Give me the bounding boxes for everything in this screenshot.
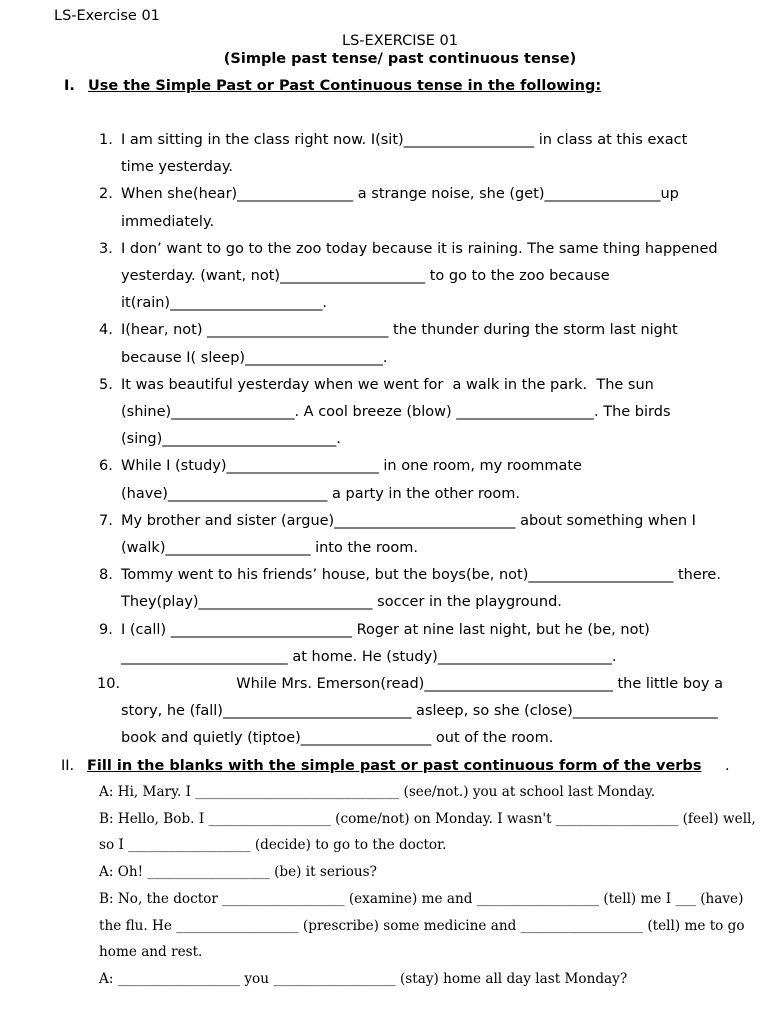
- exercise-line: _______________________ at home. He (study)________________________.: [121, 648, 617, 665]
- page-subtitle: (Simple past tense/ past continuous tense): [223, 51, 577, 67]
- exercise-item: [0, 127, 768, 181]
- exercise-line: I am sitting in the class right now. I(sit)__________________ in class at this exact: [121, 132, 688, 148]
- dialogue-line: B: No, the doctor __________________ (examine) me and __________________ (tell) me I ___ (have): [99, 890, 744, 907]
- exercise-number: 5.: [99, 376, 113, 393]
- exercise-line: When she(hear)________________ a strange noise, she (get)________________up: [121, 186, 679, 203]
- exercise-item: [0, 181, 768, 235]
- dialogue-line: so I __________________ (decide) to go to the doctor.: [99, 837, 447, 854]
- exercise-list: [0, 127, 768, 753]
- exercise-item: [0, 562, 768, 616]
- exercise-line: I (call) _________________________ Roger at nine last night, but he (be, not): [121, 621, 650, 638]
- exercise-line: story, he (fall)__________________________ asleep, so she (close)____________________: [121, 703, 718, 720]
- exercise-line: immediately.: [121, 213, 215, 230]
- exercise-line: (walk)____________________ into the room.: [121, 540, 419, 557]
- section-1-instruction: Use the Simple Past or Past Continuous tense in the following:: [88, 78, 602, 94]
- exercise-number: 9.: [99, 621, 113, 638]
- dialogue-block: [99, 779, 768, 993]
- exercise-item: [0, 372, 768, 454]
- section-2-number: II.: [61, 758, 75, 774]
- exercise-number: 7.: [99, 512, 113, 529]
- exercise-item: [0, 671, 768, 753]
- exercise-number: 10.: [97, 676, 121, 693]
- exercise-number: 3.: [99, 240, 113, 257]
- exercise-number: 6.: [99, 458, 113, 475]
- exercise-number: 4.: [99, 322, 113, 339]
- exercise-item: [0, 453, 768, 507]
- exercise-line: My brother and sister (argue)_________________________ about something when I: [121, 512, 696, 529]
- dialogue-line: A: Hi, Mary. I ______________________________ (see/not.) you at school last Monday.: [99, 784, 656, 800]
- exercise-line: I don’ want to go to the zoo today because it is raining. The same thing happened: [121, 240, 718, 257]
- exercise-line: They(play)________________________ soccer in the playground.: [121, 594, 562, 611]
- dialogue-line: B: Hello, Bob. I __________________ (come/not) on Monday. I wasn't __________________ (feel) well,: [99, 810, 756, 827]
- exercise-number: 2.: [99, 186, 113, 203]
- exercise-line: Tommy went to his friends’ house, but the boys(be, not)____________________ there.: [121, 567, 721, 584]
- exercise-line: (have)______________________ a party in the other room.: [121, 485, 521, 502]
- exercise-line: time yesterday.: [121, 159, 233, 176]
- exercise-line: book and quietly (tiptoe)__________________ out of the room.: [121, 730, 554, 747]
- exercise-number: 1.: [99, 132, 113, 148]
- exercise-item: [0, 617, 768, 671]
- section-1-number: I.: [64, 78, 75, 94]
- section-2-period: .: [725, 758, 730, 774]
- section-2-instruction: Fill in the blanks with the simple past or past continuous form of the verbs: [87, 758, 702, 774]
- exercise-line: yesterday. (want, not)____________________ to go to the zoo because: [121, 268, 610, 285]
- exercise-line: (shine)_________________. A cool breeze (blow) ___________________. The birds: [121, 404, 671, 421]
- exercise-item: [0, 317, 768, 371]
- title-block: [0, 32, 768, 68]
- exercise-line: it(rain)_____________________.: [121, 295, 327, 312]
- exercise-item: [0, 236, 768, 318]
- page-title: LS-EXERCISE 01: [342, 33, 458, 49]
- header-label: LS-Exercise 01: [54, 8, 160, 24]
- dialogue-line: home and rest.: [99, 944, 203, 961]
- exercise-line: (sing)________________________.: [121, 431, 341, 448]
- exercise-line: It was beautiful yesterday when we went for a walk in the park. The sun: [121, 376, 654, 393]
- exercise-line: While Mrs. Emerson(read)__________________________ the little boy a: [121, 676, 723, 693]
- exercise-line: While I (study)_____________________ in one room, my roommate: [121, 458, 582, 475]
- dialogue-line: the flu. He __________________ (prescribe) some medicine and __________________ (tell) me to go: [99, 917, 745, 934]
- dialogue-line: A: Oh! __________________ (be) it serious?: [99, 864, 377, 881]
- exercise-line: I(hear, not) _________________________ the thunder during the storm last night: [121, 322, 678, 339]
- exercise-number: 8.: [99, 567, 113, 584]
- exercise-line: because I( sleep)___________________.: [121, 349, 388, 366]
- dialogue-line: A: __________________ you __________________ (stay) home all day last Monday?: [99, 970, 628, 987]
- exercise-item: [0, 508, 768, 562]
